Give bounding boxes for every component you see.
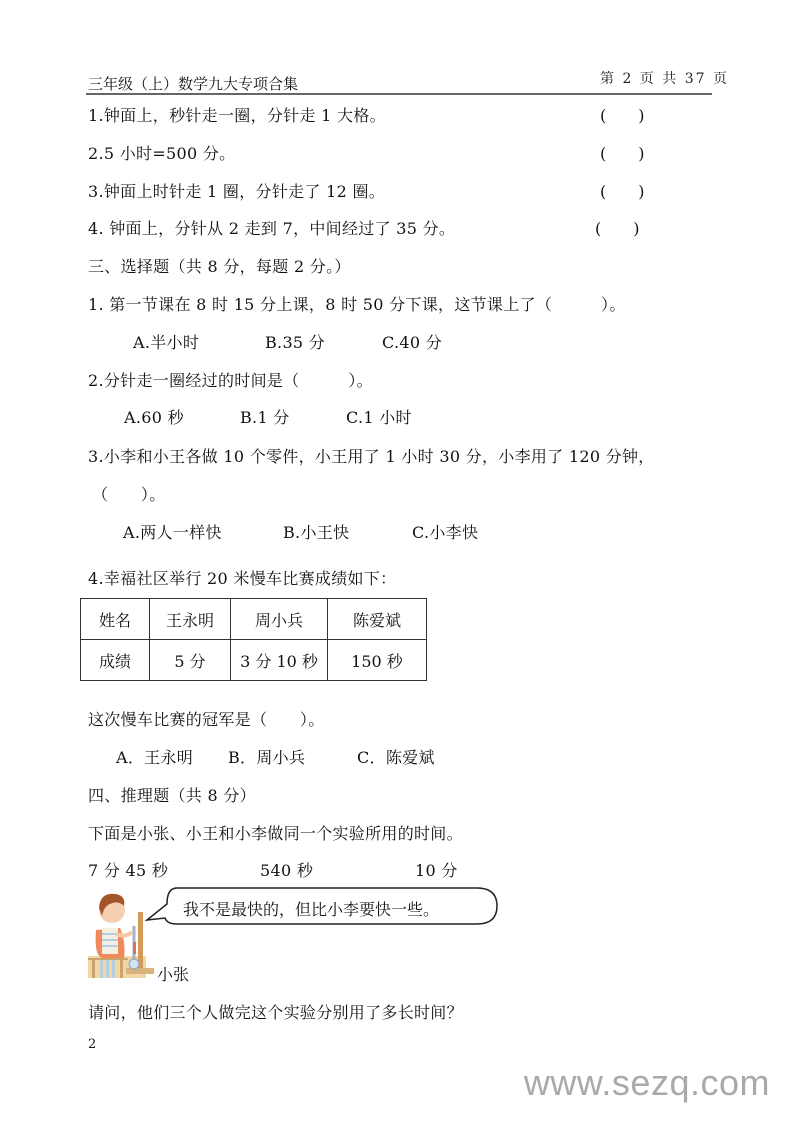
choice-q1-text: 1. 第一节课在 8 时 15 分上课，8 时 50 分下课，这节课上了（ ）。 <box>88 295 626 314</box>
race-results-table <box>80 598 427 681</box>
choice-q1-option-a[interactable]: A.半小时 <box>133 333 200 352</box>
choice-q4-option-c[interactable]: C．陈爱斌 <box>357 748 435 767</box>
table-row <box>81 599 427 640</box>
answer-blank-3[interactable]: ( ) <box>600 182 645 201</box>
choice-q2-text: 2.分针走一圈经过的时间是（ ）。 <box>88 371 373 390</box>
choice-q3-option-b[interactable]: B.小王快 <box>283 523 350 542</box>
judgement-item-3: 3.钟面上时针走 1 圈，分针走了 12 圈。 <box>88 182 386 201</box>
table-cell: 周小兵 <box>231 599 328 640</box>
choice-q4-option-a[interactable]: A．王永明 <box>116 748 194 767</box>
table-cell: 陈爱斌 <box>328 599 427 640</box>
time-value-2: 540 秒 <box>260 861 314 880</box>
table-cell: 姓名 <box>81 599 150 640</box>
table-cell: 150 秒 <box>328 640 427 681</box>
choice-q2-option-c[interactable]: C.1 小时 <box>346 408 412 427</box>
answer-blank-1[interactable]: ( ) <box>600 106 645 125</box>
choice-q2-option-a[interactable]: A.60 秒 <box>124 408 184 427</box>
table-row <box>81 640 427 681</box>
choice-q4-text: 4.幸福社区举行 20 米慢车比赛成绩如下： <box>88 569 397 588</box>
choice-q4-option-b[interactable]: B．周小兵 <box>228 748 306 767</box>
time-value-3: 10 分 <box>415 861 458 880</box>
choice-q3-text: 3.小李和小王各做 10 个零件，小王用了 1 小时 30 分，小李用了 120 分钟， <box>88 447 655 466</box>
choice-q2-option-b[interactable]: B.1 分 <box>240 408 290 427</box>
judgement-item-4: 4. 钟面上，分针从 2 走到 7，中间经过了 35 分。 <box>88 219 456 238</box>
page-number: 2 <box>88 1037 97 1052</box>
choice-q4-question: 这次慢车比赛的冠军是（ ）。 <box>88 710 325 729</box>
judgement-item-2: 2.5 小时=500 分。 <box>88 144 236 163</box>
reasoning-question: 请问，他们三个人做完这个实验分别用了多长时间？ <box>88 1003 463 1022</box>
speaker-name: 小张 <box>157 965 190 984</box>
choice-q3-option-a[interactable]: A.两人一样快 <box>123 523 222 542</box>
header-divider <box>86 93 712 95</box>
choice-q1-option-b[interactable]: B.35 分 <box>265 333 326 352</box>
reasoning-intro: 下面是小张、小王和小李做同一个实验所用的时间。 <box>88 824 463 843</box>
site-watermark: www.sezq.com <box>523 1062 770 1103</box>
choice-q1-option-c[interactable]: C.40 分 <box>382 333 443 352</box>
table-cell: 5 分 <box>150 640 231 681</box>
section-heading-choice: 三、选择题（共 8 分，每题 2 分。） <box>88 257 351 276</box>
section-heading-reasoning: 四、推理题（共 8 分） <box>88 786 256 805</box>
table-cell: 王永明 <box>150 599 231 640</box>
choice-q3-blank[interactable]: （ ）。 <box>92 485 166 504</box>
choice-q3-option-c[interactable]: C.小李快 <box>412 523 479 542</box>
table-cell: 成绩 <box>81 640 150 681</box>
answer-blank-2[interactable]: ( ) <box>600 144 645 163</box>
answer-blank-4[interactable]: ( ) <box>595 219 640 238</box>
document-header-title: 三年级（上）数学九大专项合集 <box>88 75 299 93</box>
judgement-item-1: 1.钟面上，秒针走一圈，分针走 1 大格。 <box>88 106 386 125</box>
table-cell: 3 分 10 秒 <box>231 640 328 681</box>
time-value-1: 7 分 45 秒 <box>88 861 169 880</box>
speech-bubble-text: 我不是最快的，但比小李要快一些。 <box>183 900 440 919</box>
page-indicator: 第 2 页 共 37 页 <box>600 71 729 87</box>
